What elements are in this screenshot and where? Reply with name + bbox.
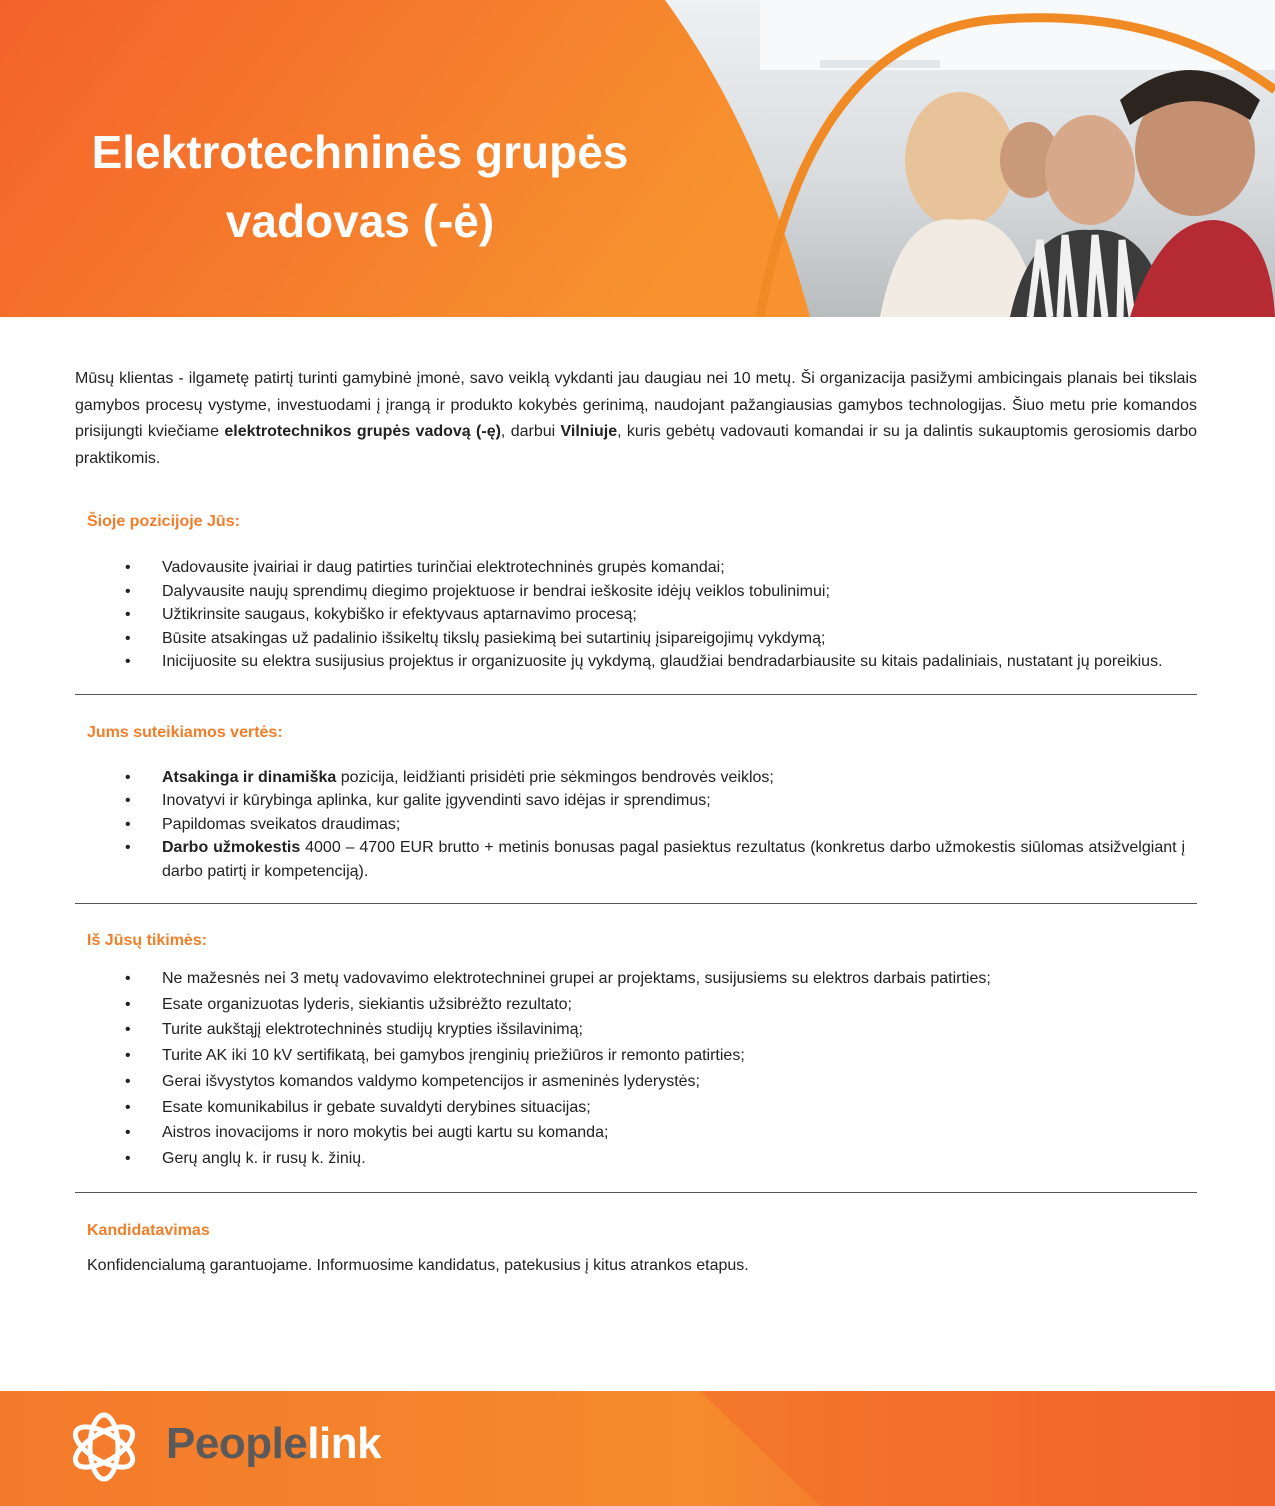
list-item-text: pozicija, leidžianti prisidėti prie sėkmingos bendrovės veiklos; xyxy=(336,768,774,786)
list-item: • Turite AK iki 10 kV sertifikatą, bei gamybos įrenginių priežiūros ir remonto patirties; xyxy=(125,1047,745,1065)
logo-text-people: People xyxy=(166,1419,308,1468)
section-divider xyxy=(75,694,1197,695)
list-item-text: Būsite atsakingas už padalinio išsikeltų tikslų pasiekimą bei sutartinių įsipareigojimų vykdymą; xyxy=(162,629,826,647)
section-title-offers: Jums suteikiamos vertės: xyxy=(87,723,283,741)
list-item: • Turite aukštąjį elektrotechninės studijų krypties išsilavinimą; xyxy=(125,1021,583,1039)
list-item-text: Aistros inovacijoms ir noro mokytis bei augti kartu su komanda; xyxy=(162,1124,609,1142)
list-item-text: Vadovausite įvairiai ir daug patirties turinčiai elektrotechninės grupės komandai; xyxy=(162,559,725,576)
list-item-bold: Atsakinga ir dinamiška xyxy=(162,768,337,786)
footer-banner xyxy=(0,1391,1275,1506)
photo-person-1 xyxy=(905,92,1015,228)
list-item: • Papildomas sveikatos draudimas; xyxy=(125,815,401,833)
list-item: • Inicijuosite su elektra susijusius projektus ir organizuosite jų vykdymą, glaudžiai bendradarbiausite su kitais padaliniais, nustatant jų poreikius. xyxy=(125,653,1163,670)
list-item-text: Inovatyvi ir kūrybinga aplinka, kur galite įgyvendinti savo idėjas ir sprendimus; xyxy=(162,792,711,809)
offers-list xyxy=(75,766,1197,884)
list-item-text: Gerų anglų k. ir rusų k. žinių. xyxy=(162,1149,366,1167)
requirements-list xyxy=(75,966,1197,1172)
list-item: • Atsakinga ir dinamiška pozicija, leidžianti prisidėti prie sėkmingos bendrovės veiklos; xyxy=(125,768,774,786)
intro-city-bold: Vilniuje xyxy=(560,423,618,440)
list-item: • Vadovausite įvairiai ir daug patirties turinčiai elektrotechninės grupės komandai; xyxy=(125,559,725,576)
page-title xyxy=(50,118,670,256)
list-item-text: 4000 – 4700 EUR brutto + metinis bonusas pagal pasiektus rezultatus (konkretus darbo užmokestis siūlomas atsižvelgiant į darbo patirtį ir kompetenciją). xyxy=(162,839,1185,880)
list-item: • Dalyvausite naujų sprendimų diegimo projektuose ir bendrai ieškosite idėjų veiklos tobulinimui; xyxy=(125,582,830,600)
list-item: • Darbo užmokestis 4000 – 4700 EUR brutto + metinis bonusas pagal pasiektus rezultatus (konkretus darbo užmokestis siūlomas atsižvelgiant į darbo patirtį ir kompetenciją). xyxy=(125,839,1185,880)
list-item: • Užtikrinsite saugaus, kokybiško ir efektyvaus aptarnavimo procesą; xyxy=(125,606,637,623)
duties-list xyxy=(75,556,1197,674)
list-item: • Esate organizuotas lyderis, siekiantis užsibrėžto rezultato; xyxy=(125,995,572,1013)
list-item-text: Dalyvausite naujų sprendimų diegimo projektuose ir bendrai ieškosite idėjų veiklos tobulinimui; xyxy=(162,582,830,600)
peoplelink-logo-text xyxy=(166,1419,381,1469)
intro-text-2: , darbui xyxy=(500,423,561,440)
list-item: • Gerai išvystytos komandos valdymo kompetencijos ir asmeninės lyderystės; xyxy=(125,1072,700,1090)
section-title-requirements: Iš Jūsų tikimės: xyxy=(87,932,208,949)
list-item: • Esate komunikabilus ir gebate suvaldyti derybines situacijas; xyxy=(125,1098,591,1116)
list-item: • Būsite atsakingas už padalinio išsikeltų tikslų pasiekimą bei sutartinių įsipareigojimų vykdymą; xyxy=(125,629,826,647)
section-title-application: Kandidatavimas xyxy=(87,1221,210,1239)
photo-ceiling xyxy=(760,0,1275,70)
list-item-text: Gerai išvystytos komandos valdymo kompetencijos ir asmeninės lyderystės; xyxy=(162,1072,700,1090)
title-line-2: vadovas (-ė) xyxy=(225,195,495,247)
intro-paragraph xyxy=(75,366,1197,472)
peoplelink-logo-icon xyxy=(68,1411,140,1483)
title-line-1: Elektrotechninės grupės xyxy=(91,126,629,178)
list-item-bold: Darbo užmokestis xyxy=(162,839,301,856)
list-item-text: Užtikrinsite saugaus, kokybiško ir efektyvaus aptarnavimo procesą; xyxy=(162,606,637,623)
job-description xyxy=(75,366,1197,1275)
list-item-text: Ne mažesnės nei 3 metų vadovavimo elektrotechninei grupei ar projektams, susijusiems su elektros darbais patirties; xyxy=(162,970,991,987)
section-divider xyxy=(75,1192,1197,1193)
list-item-text: Inicijuosite su elektra susijusius projektus ir organizuosite jų vykdymą, glaudžiai bendradarbiausite su kitais padaliniais, nustatant jų poreikius. xyxy=(162,653,1163,670)
list-item: • Inovatyvi ir kūrybinga aplinka, kur galite įgyvendinti savo idėjas ir sprendimus; xyxy=(125,792,711,809)
header-banner xyxy=(0,0,1275,317)
photo-person-3 xyxy=(1045,115,1135,225)
list-item-text: Turite aukštąjį elektrotechninės studijų krypties išsilavinimą; xyxy=(162,1021,583,1039)
section-title-duties: Šioje pozicijoje Jūs: xyxy=(87,513,240,530)
intro-text-1: Mūsų klientas - ilgametę patirtį turinti gamybinė įmonė, savo veiklą vykdanti jau daugiau nei 10 metų. Ši organizacija pasižymi ambicingais planais bei tikslais gamybos procesų vystyme, investuodami į įrangą ir produkto kokybės gerinimą, naudojant pažangiausias gamybos technologijas. Šiuo metu prie komandos prisijungti kviečiame xyxy=(75,370,1197,440)
section-divider xyxy=(75,903,1197,904)
list-item-text: Esate komunikabilus ir gebate suvaldyti derybines situacijas; xyxy=(162,1098,591,1116)
intro-text-3: , kuris gebėtų vadovauti komandai ir su ja dalintis sukauptomis gerosiomis darbo praktikomis. xyxy=(75,423,1197,467)
list-item: • Ne mažesnės nei 3 metų vadovavimo elektrotechninei grupei ar projektams, susijusiems su elektros darbais patirties; xyxy=(125,970,991,987)
list-item-text: Papildomas sveikatos draudimas; xyxy=(162,815,401,833)
application-text: Konfidencialumą garantuojame. Informuosime kandidatus, patekusius į kitus atrankos etapus. xyxy=(87,1256,749,1274)
list-item: • Aistros inovacijoms ir noro mokytis bei augti kartu su komanda; xyxy=(125,1124,609,1142)
intro-position-bold: elektrotechnikos grupės vadovą (-ę) xyxy=(224,423,501,440)
list-item-text: Turite AK iki 10 kV sertifikatą, bei gamybos įrenginių priežiūros ir remonto patirties; xyxy=(162,1047,745,1065)
logo-text-link: link xyxy=(307,1419,382,1468)
list-item: • Gerų anglų k. ir rusų k. žinių. xyxy=(125,1149,366,1167)
list-item-text: Esate organizuotas lyderis, siekiantis užsibrėžto rezultato; xyxy=(162,995,572,1013)
